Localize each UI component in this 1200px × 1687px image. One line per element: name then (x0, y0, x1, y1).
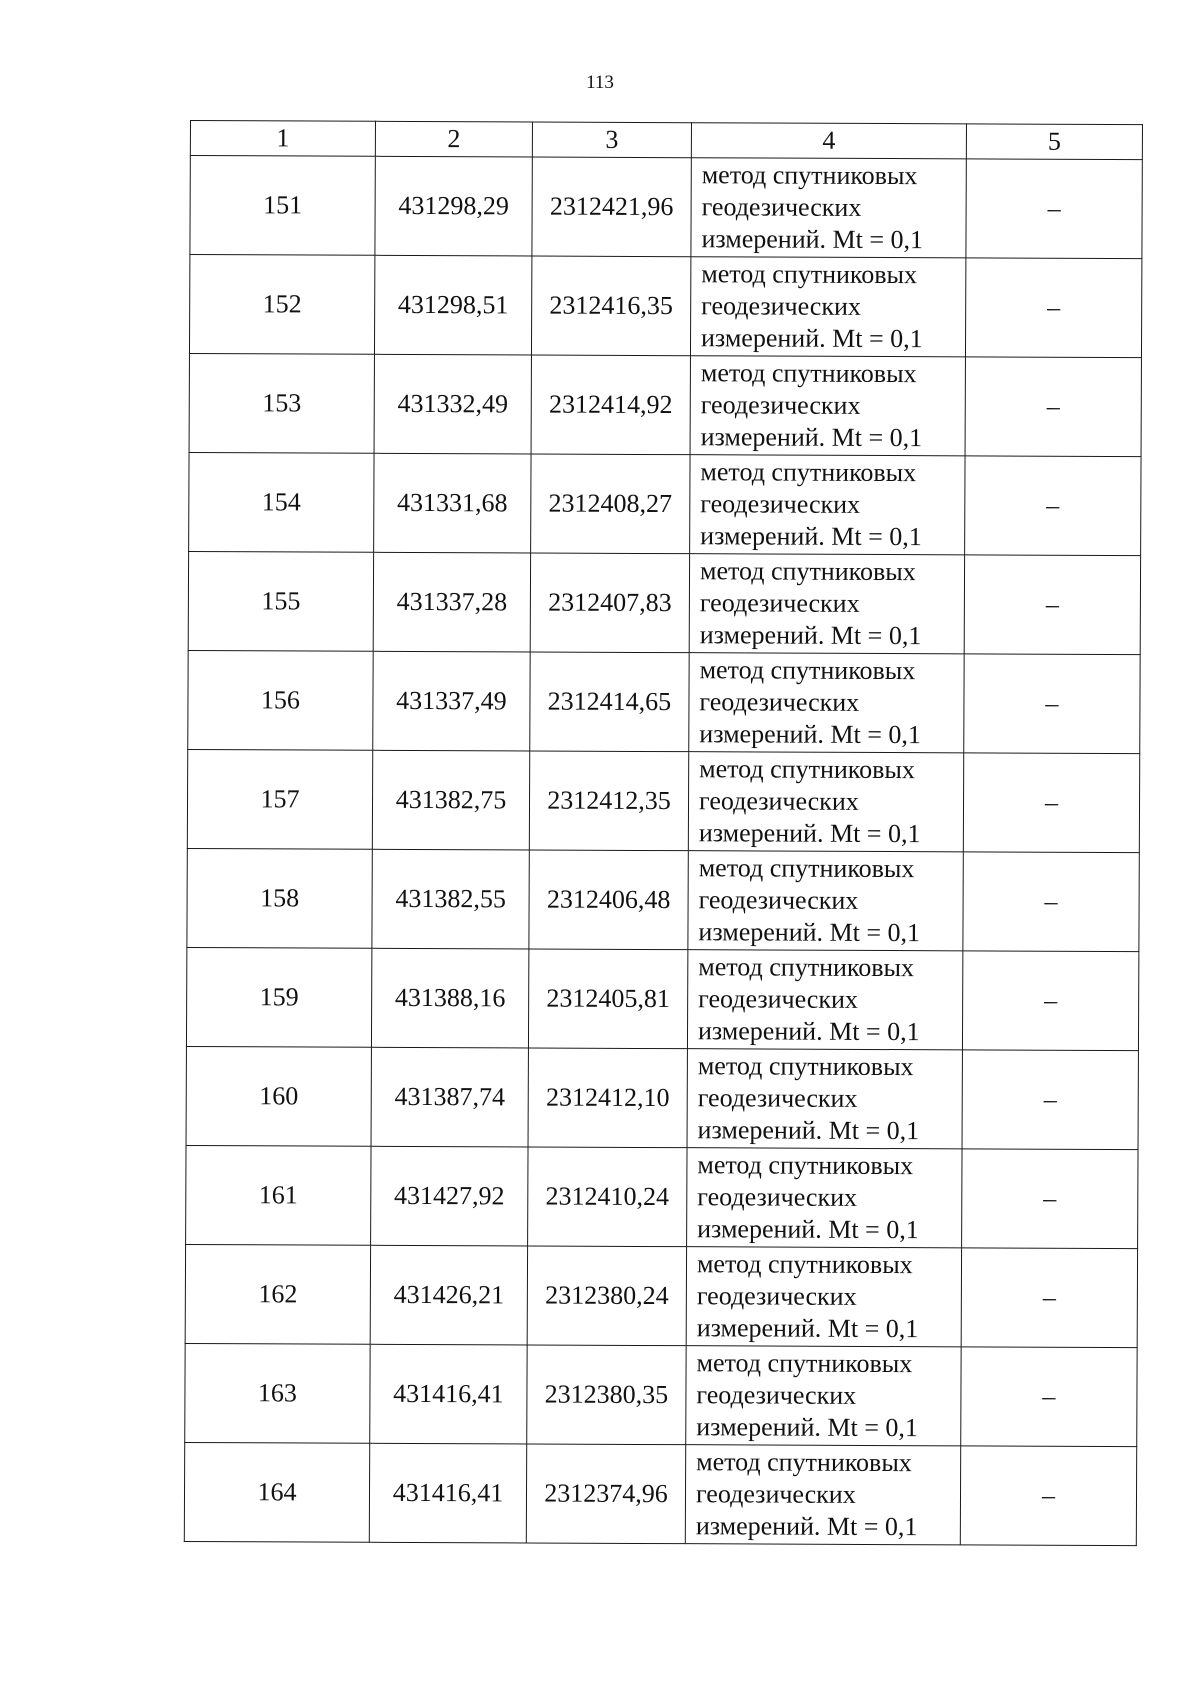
table-row (184, 1442, 1136, 1545)
method-cell (691, 158, 966, 258)
note-cell: – (965, 258, 1141, 358)
x-coordinate-cell: 431427,92 (371, 1146, 528, 1246)
point-number-cell: 154 (189, 452, 374, 552)
table-row (186, 947, 1138, 1050)
x-coordinate-cell: 431382,55 (372, 849, 529, 949)
method-text-line: измерений. Mt = 0,1 (700, 323, 923, 354)
method-text-line: геодезических (696, 1380, 857, 1410)
method-cell (688, 851, 963, 951)
method-text-line: геодезических (701, 291, 861, 321)
y-coordinate-cell: 2312414,65 (530, 652, 689, 752)
note-cell: – (963, 852, 1139, 952)
note-cell: – (964, 654, 1140, 754)
table-row (187, 848, 1139, 951)
method-text-line: измерений. Mt = 0,1 (698, 917, 921, 948)
method-text-line: метод спутниковых (699, 655, 916, 686)
note-cell: – (960, 1446, 1136, 1546)
method-text-line: метод спутниковых (701, 160, 918, 191)
note-cell: – (962, 1149, 1138, 1249)
table-row (190, 156, 1142, 259)
table-row (189, 255, 1141, 358)
method-text-line: метод спутниковых (698, 853, 915, 884)
method-text-line: измерений. Mt = 0,1 (697, 1016, 920, 1047)
table-row (189, 353, 1141, 456)
x-coordinate-cell: 431388,16 (371, 948, 528, 1048)
y-coordinate-cell: 2312406,48 (529, 850, 688, 950)
y-coordinate-cell: 2312412,10 (528, 1048, 687, 1148)
method-cell (685, 1445, 960, 1545)
y-coordinate-cell: 2312416,35 (531, 256, 690, 356)
method-text-line: геодезических (697, 1182, 858, 1212)
point-number-cell: 160 (186, 1046, 371, 1146)
method-text-line: геодезических (699, 687, 860, 717)
method-text-line: метод спутниковых (696, 1249, 913, 1280)
method-text-line: геодезических (698, 786, 859, 816)
note-cell: – (965, 357, 1141, 457)
column-header-3: 3 (532, 122, 691, 158)
x-coordinate-cell: 431331,68 (374, 453, 531, 553)
method-text-line: геодезических (698, 984, 858, 1014)
x-coordinate-cell: 431382,75 (372, 750, 529, 850)
method-text-line: метод спутниковых (701, 259, 918, 290)
method-cell (687, 950, 962, 1050)
method-cell (690, 257, 965, 357)
y-coordinate-cell: 2312380,24 (527, 1246, 686, 1346)
y-coordinate-cell: 2312407,83 (530, 553, 689, 653)
method-cell (688, 752, 963, 852)
point-number-cell: 159 (186, 947, 371, 1047)
x-coordinate-cell: 431337,49 (373, 651, 530, 751)
method-text-line: геодезических (698, 885, 859, 915)
point-number-cell: 155 (188, 551, 373, 651)
note-cell: – (962, 951, 1138, 1051)
x-coordinate-cell: 431332,49 (374, 354, 531, 454)
table-header-row (190, 121, 1142, 160)
x-coordinate-cell: 431426,21 (370, 1245, 527, 1345)
method-text-line: геодезических (701, 192, 862, 222)
table-row (186, 1046, 1138, 1149)
table-row (186, 1145, 1138, 1248)
x-coordinate-cell: 431387,74 (371, 1047, 528, 1147)
method-cell (687, 1148, 962, 1248)
method-text-line: метод спутниковых (700, 457, 917, 488)
method-text-line: геодезических (699, 588, 860, 618)
y-coordinate-cell: 2312410,24 (528, 1147, 687, 1247)
x-coordinate-cell: 431298,29 (375, 156, 532, 256)
point-number-cell: 156 (188, 650, 373, 750)
point-number-cell: 162 (185, 1244, 370, 1344)
x-coordinate-cell: 431337,28 (373, 552, 530, 652)
method-text-line: метод спутниковых (697, 1150, 914, 1181)
note-cell: – (961, 1347, 1137, 1447)
y-coordinate-cell: 2312412,35 (529, 751, 688, 851)
table-row (185, 1343, 1137, 1446)
table-row (187, 749, 1139, 852)
note-cell: – (966, 159, 1142, 259)
method-text-line: измерений. Mt = 0,1 (699, 719, 921, 750)
y-coordinate-cell: 2312408,27 (531, 454, 690, 554)
x-coordinate-cell: 431298,51 (374, 255, 531, 355)
method-text-line: измерений. Mt = 0,1 (700, 521, 922, 552)
point-number-cell: 157 (187, 749, 372, 849)
method-text-line: метод спутниковых (700, 358, 917, 389)
point-number-cell: 158 (187, 848, 372, 948)
note-cell: – (965, 456, 1141, 556)
method-text-line: измерений. Mt = 0,1 (696, 1412, 918, 1443)
point-number-cell: 153 (189, 353, 374, 453)
method-text-line: измерений. Mt = 0,1 (699, 620, 922, 651)
method-text-line: измерений. Mt = 0,1 (700, 422, 923, 453)
table-row (185, 1244, 1137, 1347)
y-coordinate-cell: 2312374,96 (526, 1444, 685, 1544)
method-text-line: геодезических (700, 390, 861, 420)
method-text-line: метод спутниковых (699, 754, 915, 785)
method-text-line: метод спутниковых (699, 556, 916, 587)
method-text-line: измерений. Mt = 0,1 (695, 1511, 918, 1542)
column-header-1: 1 (190, 121, 375, 157)
point-number-cell: 161 (186, 1145, 371, 1245)
coordinates-table (184, 120, 1143, 1546)
point-number-cell: 152 (189, 255, 374, 355)
y-coordinate-cell: 2312414,92 (531, 355, 690, 455)
method-cell (686, 1346, 961, 1446)
point-number-cell: 151 (190, 156, 375, 256)
y-coordinate-cell: 2312380,35 (527, 1345, 686, 1445)
table-row (189, 452, 1141, 555)
column-header-5: 5 (966, 124, 1142, 160)
method-text-line: метод спутниковых (696, 1447, 912, 1478)
method-cell (690, 455, 965, 555)
method-cell (687, 1049, 962, 1149)
point-number-cell: 163 (185, 1343, 370, 1443)
method-text-line: измерений. Mt = 0,1 (697, 1115, 920, 1146)
note-cell: – (961, 1248, 1137, 1348)
x-coordinate-cell: 431416,41 (370, 1344, 527, 1444)
y-coordinate-cell: 2312421,96 (532, 157, 691, 257)
method-text-line: измерений. Mt = 0,1 (698, 818, 921, 849)
point-number-cell: 164 (184, 1442, 369, 1542)
column-header-4: 4 (691, 123, 966, 159)
method-text-line: измерений. Mt = 0,1 (697, 1214, 919, 1245)
method-cell (686, 1247, 961, 1347)
method-text-line: метод спутниковых (698, 952, 915, 983)
page-number: 113 (586, 72, 614, 93)
method-cell (689, 554, 964, 654)
note-cell: – (964, 555, 1140, 655)
method-cell (689, 653, 964, 753)
method-text-line: геодезических (695, 1479, 856, 1509)
method-text-line: геодезических (697, 1083, 858, 1113)
method-text-line: метод спутниковых (697, 1051, 914, 1082)
y-coordinate-cell: 2312405,81 (528, 949, 687, 1049)
column-header-2: 2 (375, 121, 532, 157)
table-row (188, 551, 1140, 654)
method-text-line: геодезических (700, 489, 861, 519)
method-text-line: измерений. Mt = 0,1 (701, 224, 924, 255)
table-body (184, 156, 1142, 1546)
x-coordinate-cell: 431416,41 (369, 1443, 526, 1543)
method-text-line: геодезических (696, 1281, 857, 1311)
method-cell (690, 356, 965, 456)
method-text-line: измерений. Mt = 0,1 (696, 1313, 919, 1344)
method-text-line: метод спутниковых (696, 1348, 913, 1379)
table-row (188, 650, 1140, 753)
note-cell: – (963, 753, 1139, 853)
note-cell: – (962, 1050, 1138, 1150)
